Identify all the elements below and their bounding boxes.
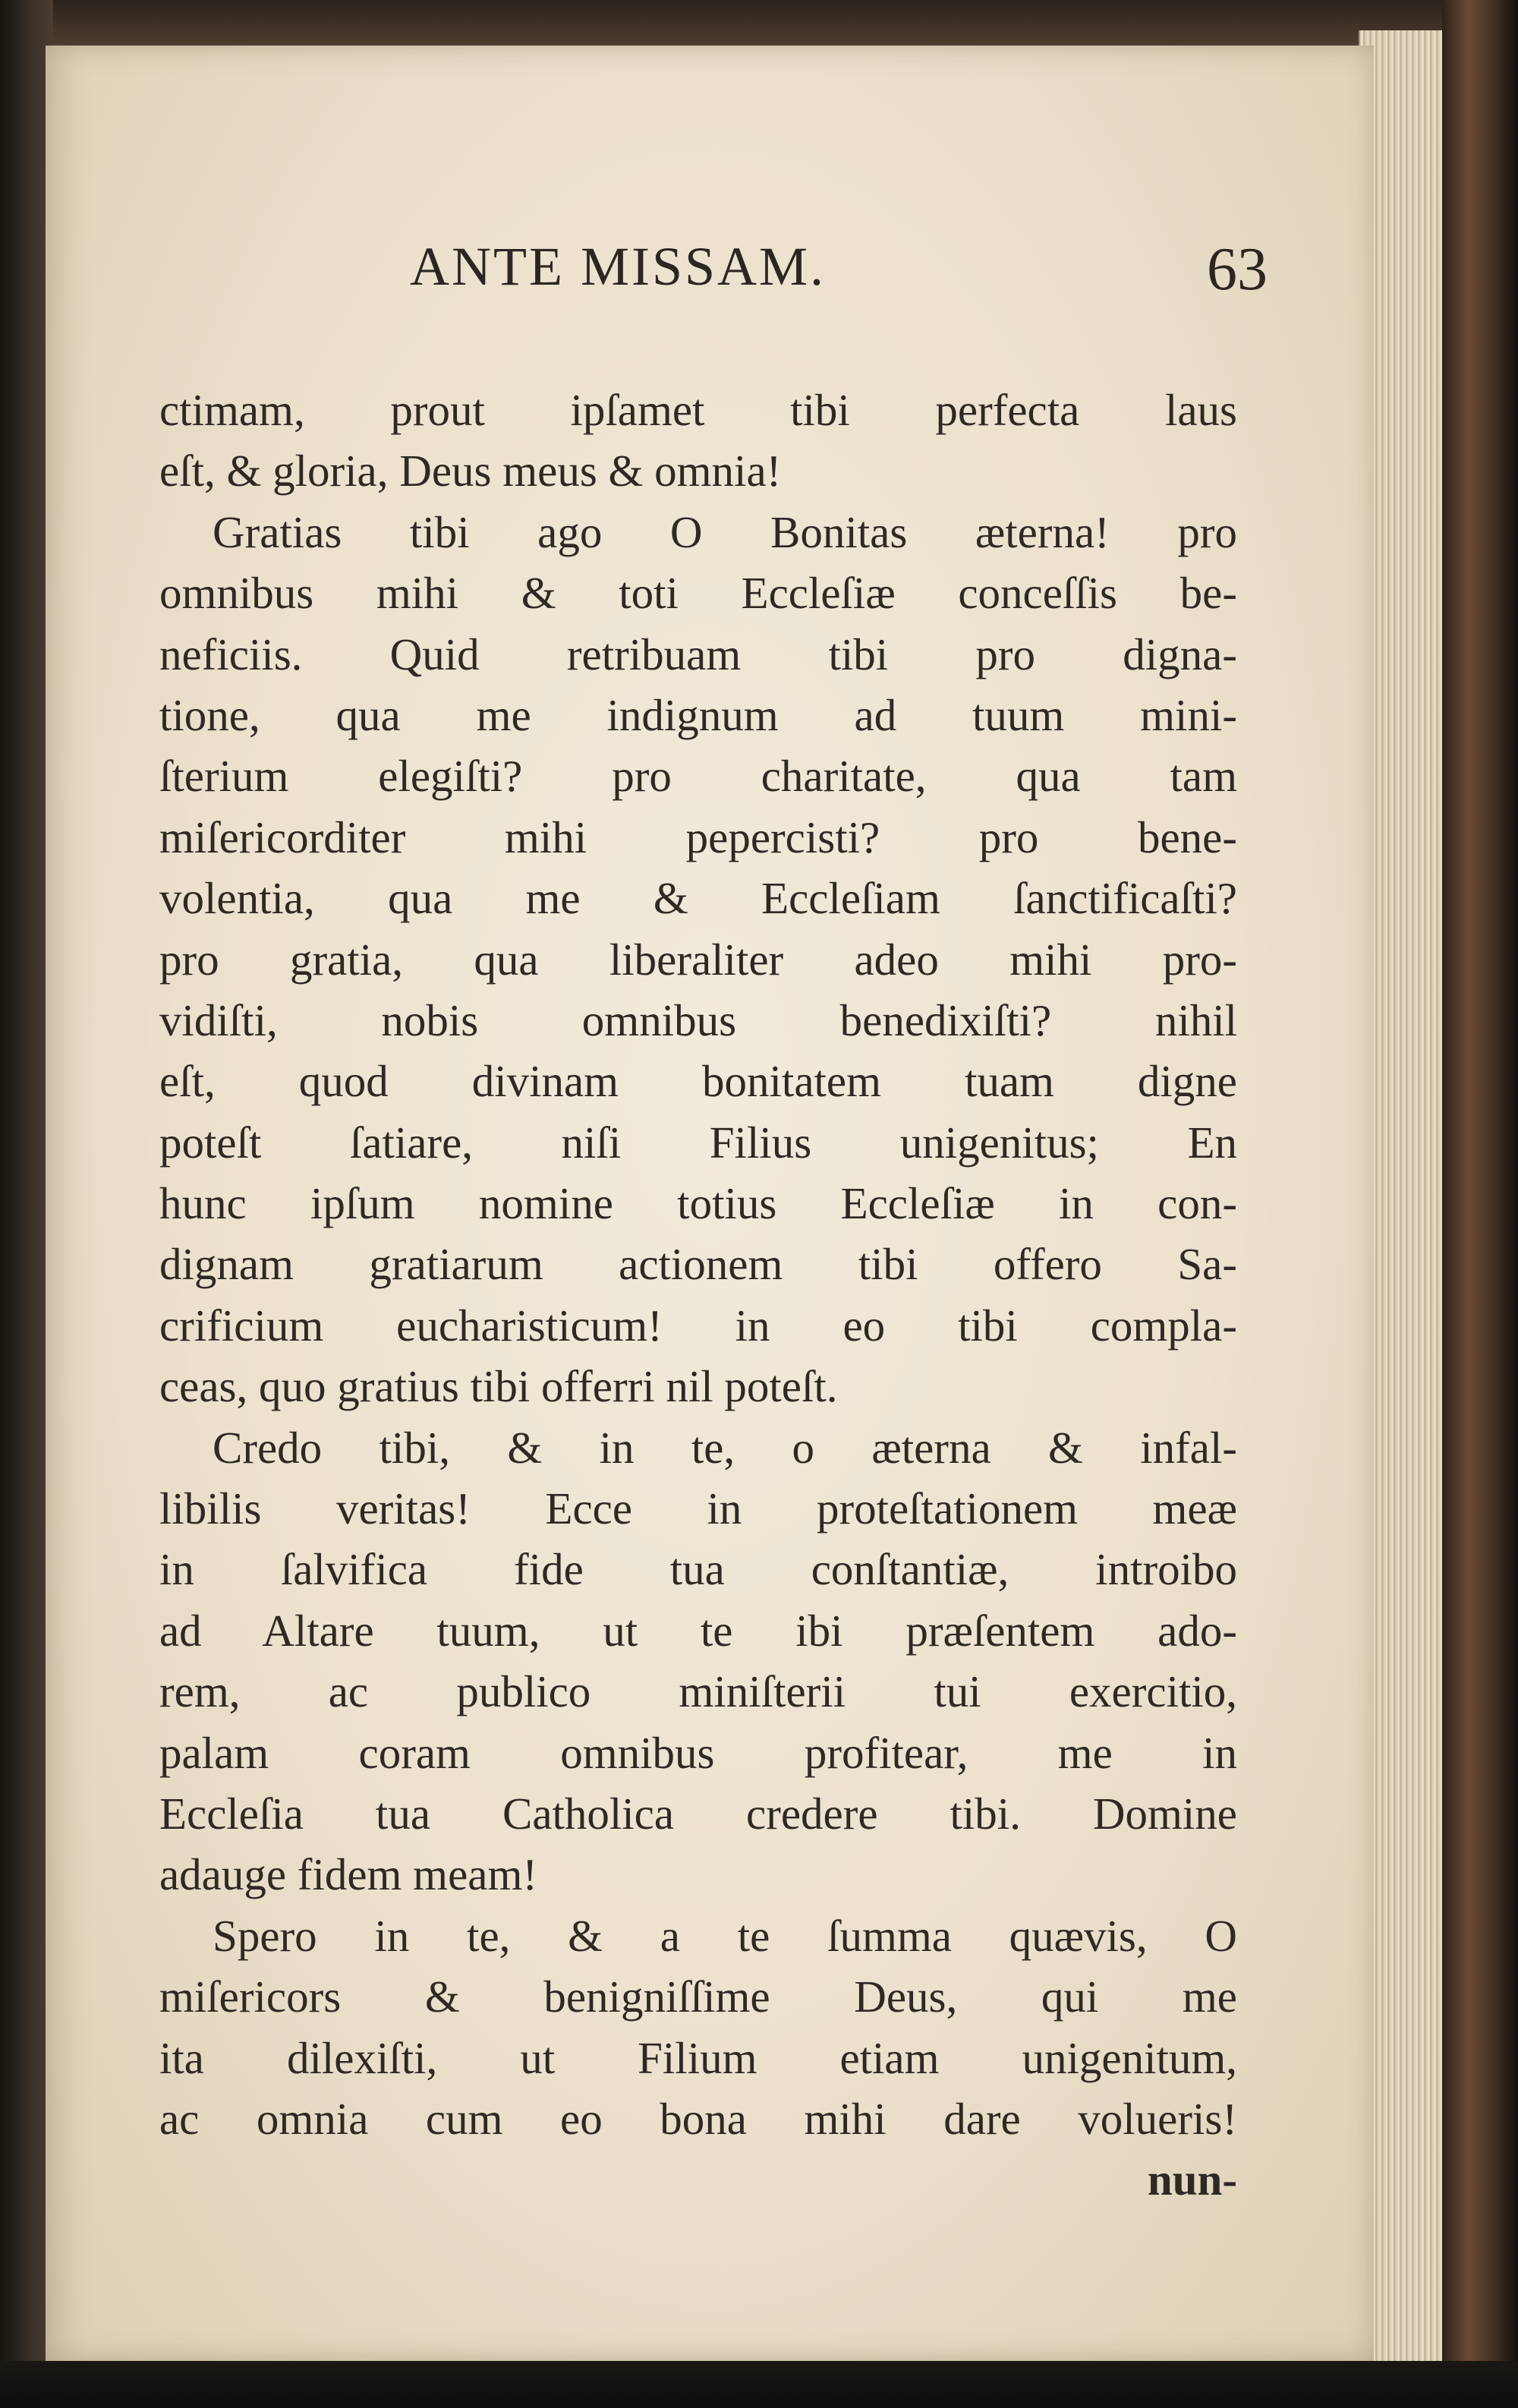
text-line: ctimam, prout ipſamet tibi perfecta laus [159, 385, 1237, 435]
text-line: Spero in te, & a te ſumma quævis, O [213, 1910, 1237, 1961]
text-line: Eccleſia tua Catholica credere tibi. Domine [159, 1788, 1237, 1839]
text-line: volentia, qua me & Eccleſiam ſanctificaſti? [159, 873, 1237, 924]
text-line: neficiis. Quid retribuam tibi pro digna- [159, 629, 1237, 679]
text-line: crificium eucharisticum! in eo tibi compla- [159, 1300, 1237, 1351]
text-line: vidiſti, nobis omnibus benedixiſti? nihil [159, 994, 1237, 1045]
text-line: ita dilexiſti, ut Filium etiam unigenitum, [159, 2032, 1237, 2083]
text-line: miſericorditer mihi pepercisti? pro bene- [159, 812, 1237, 862]
text-line: tione, qua me indignum ad tuum mini- [159, 689, 1237, 740]
book-cover-right [1442, 0, 1518, 2408]
book-cover-bottom [0, 2361, 1518, 2408]
text-line: hunc ipſum nomine totius Eccleſiæ in con- [159, 1178, 1237, 1229]
text-line: palam coram omnibus profitear, me in [159, 1727, 1237, 1778]
text-line: ſterium elegiſti? pro charitate, qua tam [159, 751, 1237, 802]
text-line: eſt, quod divinam bonitatem tuam digne [159, 1056, 1237, 1107]
text-line: ad Altare tuum, ut te ibi præſentem ado- [159, 1605, 1237, 1656]
text-line: in ſalvifica fide tua conſtantiæ, introibo [159, 1544, 1237, 1595]
text-line: omnibus mihi & toti Eccleſiæ conceſſis be- [159, 568, 1237, 619]
text-line: poteſt ſatiare, niſi Filius unigenitus; En [159, 1117, 1237, 1168]
text-line: miſericors & benigniſſime Deus, qui me [159, 1971, 1237, 2022]
text-line: adauge fidem meam! [159, 1849, 537, 1900]
text-line: pro gratia, qua liberaliter adeo mihi pro- [159, 934, 1237, 985]
text-line: Gratias tibi ago O Bonitas æterna! pro [213, 506, 1237, 557]
text-line: rem, ac publico miniſterii tui exercitio, [159, 1666, 1237, 1717]
catchword: nun- [1147, 2154, 1237, 2205]
text-line: dignam gratiarum actionem tibi offero Sa- [159, 1239, 1237, 1290]
text-line: ac omnia cum eo bona mihi dare volueris! [159, 2093, 1237, 2144]
text-line: eſt, & gloria, Deus meus & omnia! [159, 446, 782, 496]
page-header [410, 235, 1268, 342]
text-line: libilis veritas! Ecce in proteſtationem meæ [159, 1483, 1237, 1534]
page-number: 63 [1207, 236, 1268, 303]
text-line: ceas, quo gratius tibi offerri nil poteſt. [159, 1361, 838, 1412]
text-line: Credo tibi, & in te, o æterna & infal- [213, 1422, 1237, 1473]
book-page [46, 46, 1374, 2361]
body-text [159, 380, 1237, 2211]
running-title: ANTE MISSAM. [410, 236, 827, 297]
